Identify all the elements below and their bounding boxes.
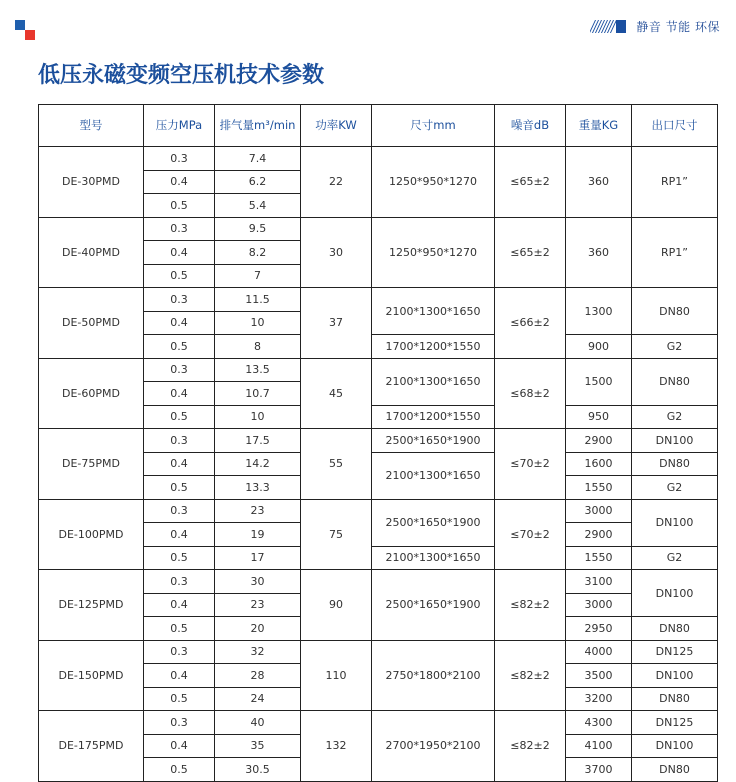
logo-blue-square — [15, 20, 25, 30]
flow-cell: 20 — [215, 617, 301, 641]
weight-cell: 4100 — [566, 734, 632, 758]
flow-cell: 17 — [215, 546, 301, 570]
outlet-cell: DN125 — [632, 640, 718, 664]
pressure-cell: 0.5 — [144, 546, 215, 570]
outlet-cell: DN80 — [632, 288, 718, 335]
model-cell: DE-100PMD — [39, 499, 144, 570]
pressure-cell: 0.4 — [144, 593, 215, 617]
size-cell: 2500*1650*1900 — [372, 499, 495, 546]
outlet-cell: G2 — [632, 405, 718, 429]
pressure-cell: 0.3 — [144, 711, 215, 735]
size-cell: 2500*1650*1900 — [372, 570, 495, 641]
pressure-cell: 0.4 — [144, 664, 215, 688]
noise-cell: ≤82±2 — [495, 711, 566, 782]
size-cell: 2100*1300*1650 — [372, 546, 495, 570]
table-row — [39, 147, 718, 171]
weight-cell: 2900 — [566, 429, 632, 453]
size-cell: 1700*1200*1550 — [372, 405, 495, 429]
header-flow: 排气量m³/min — [215, 105, 301, 147]
pressure-cell: 0.5 — [144, 617, 215, 641]
flow-cell: 28 — [215, 664, 301, 688]
table-row — [39, 217, 718, 241]
model-cell: DE-30PMD — [39, 147, 144, 218]
size-cell: 1250*950*1270 — [372, 147, 495, 218]
power-cell: 45 — [301, 358, 372, 429]
size-cell: 2100*1300*1650 — [372, 358, 495, 405]
pressure-cell: 0.3 — [144, 429, 215, 453]
model-cell: DE-125PMD — [39, 570, 144, 641]
flow-cell: 23 — [215, 593, 301, 617]
pressure-cell: 0.5 — [144, 264, 215, 288]
spec-table-body — [39, 147, 718, 782]
power-cell: 90 — [301, 570, 372, 641]
power-cell: 110 — [301, 640, 372, 711]
table-row — [39, 640, 718, 664]
pressure-cell: 0.5 — [144, 476, 215, 500]
weight-cell: 950 — [566, 405, 632, 429]
power-cell: 22 — [301, 147, 372, 218]
size-cell: 1700*1200*1550 — [372, 335, 495, 359]
outlet-cell: DN100 — [632, 570, 718, 617]
noise-cell: ≤66±2 — [495, 288, 566, 359]
table-row — [39, 429, 718, 453]
noise-cell: ≤70±2 — [495, 429, 566, 500]
pressure-cell: 0.4 — [144, 311, 215, 335]
flow-cell: 35 — [215, 734, 301, 758]
power-cell: 132 — [301, 711, 372, 782]
size-cell: 2700*1950*2100 — [372, 711, 495, 782]
flow-cell: 10.7 — [215, 382, 301, 406]
outlet-cell: DN80 — [632, 452, 718, 476]
pressure-cell: 0.5 — [144, 687, 215, 711]
model-cell: DE-75PMD — [39, 429, 144, 500]
weight-cell: 3100 — [566, 570, 632, 594]
size-cell: 2100*1300*1650 — [372, 452, 495, 499]
flow-cell: 32 — [215, 640, 301, 664]
model-cell: DE-50PMD — [39, 288, 144, 359]
weight-cell: 1500 — [566, 358, 632, 405]
pressure-cell: 0.5 — [144, 758, 215, 782]
noise-cell: ≤65±2 — [495, 147, 566, 218]
flow-cell: 10 — [215, 311, 301, 335]
header-outlet: 出口尺寸 — [632, 105, 718, 147]
pressure-cell: 0.3 — [144, 217, 215, 241]
flow-cell: 40 — [215, 711, 301, 735]
outlet-cell: G2 — [632, 476, 718, 500]
noise-cell: ≤82±2 — [495, 570, 566, 641]
noise-cell: ≤68±2 — [495, 358, 566, 429]
pressure-cell: 0.3 — [144, 570, 215, 594]
table-row — [39, 499, 718, 523]
model-cell: DE-40PMD — [39, 217, 144, 288]
size-cell: 2500*1650*1900 — [372, 429, 495, 453]
outlet-cell: DN100 — [632, 499, 718, 546]
pressure-cell: 0.3 — [144, 147, 215, 171]
outlet-cell: DN80 — [632, 687, 718, 711]
outlet-cell: DN80 — [632, 758, 718, 782]
flow-cell: 30.5 — [215, 758, 301, 782]
flow-cell: 8 — [215, 335, 301, 359]
size-cell: 1250*950*1270 — [372, 217, 495, 288]
flow-cell: 6.2 — [215, 170, 301, 194]
stripes-icon — [590, 20, 626, 33]
flow-cell: 13.3 — [215, 476, 301, 500]
flow-cell: 9.5 — [215, 217, 301, 241]
pressure-cell: 0.5 — [144, 194, 215, 218]
pressure-cell: 0.4 — [144, 452, 215, 476]
pressure-cell: 0.5 — [144, 335, 215, 359]
table-row — [39, 570, 718, 594]
pressure-cell: 0.5 — [144, 405, 215, 429]
weight-cell: 3000 — [566, 499, 632, 523]
header-power: 功率KW — [301, 105, 372, 147]
pressure-cell: 0.3 — [144, 640, 215, 664]
weight-cell: 4300 — [566, 711, 632, 735]
flow-cell: 7 — [215, 264, 301, 288]
noise-cell: ≤82±2 — [495, 640, 566, 711]
outlet-cell: DN100 — [632, 734, 718, 758]
flow-cell: 5.4 — [215, 194, 301, 218]
company-logo — [15, 20, 37, 42]
power-cell: 55 — [301, 429, 372, 500]
header-noise: 噪音dB — [495, 105, 566, 147]
flow-cell: 10 — [215, 405, 301, 429]
brand-header — [590, 18, 720, 35]
power-cell: 37 — [301, 288, 372, 359]
weight-cell: 1600 — [566, 452, 632, 476]
outlet-cell: DN125 — [632, 711, 718, 735]
weight-cell: 2900 — [566, 523, 632, 547]
table-row — [39, 711, 718, 735]
weight-cell: 3200 — [566, 687, 632, 711]
model-cell: DE-150PMD — [39, 640, 144, 711]
weight-cell: 360 — [566, 147, 632, 218]
outlet-cell: DN100 — [632, 429, 718, 453]
header-pressure: 压力MPa — [144, 105, 215, 147]
weight-cell: 3000 — [566, 593, 632, 617]
flow-cell: 19 — [215, 523, 301, 547]
slogan: 静音 节能 环保 — [636, 20, 720, 34]
weight-cell: 2950 — [566, 617, 632, 641]
weight-cell: 900 — [566, 335, 632, 359]
weight-cell: 3700 — [566, 758, 632, 782]
weight-cell: 1550 — [566, 476, 632, 500]
page-title: 低压永磁变频空压机技术参数 — [38, 63, 325, 88]
flow-cell: 23 — [215, 499, 301, 523]
pressure-cell: 0.4 — [144, 523, 215, 547]
pressure-cell: 0.3 — [144, 358, 215, 382]
header-model: 型号 — [39, 105, 144, 147]
flow-cell: 11.5 — [215, 288, 301, 312]
outlet-cell: DN100 — [632, 664, 718, 688]
noise-cell: ≤65±2 — [495, 217, 566, 288]
outlet-cell: DN80 — [632, 617, 718, 641]
flow-cell: 8.2 — [215, 241, 301, 265]
weight-cell: 1300 — [566, 288, 632, 335]
weight-cell: 3500 — [566, 664, 632, 688]
outlet-cell: RP1” — [632, 147, 718, 218]
table-row — [39, 288, 718, 312]
flow-cell: 7.4 — [215, 147, 301, 171]
power-cell: 75 — [301, 499, 372, 570]
pressure-cell: 0.4 — [144, 382, 215, 406]
pressure-cell: 0.3 — [144, 288, 215, 312]
size-cell: 2750*1800*2100 — [372, 640, 495, 711]
table-row — [39, 358, 718, 382]
table-header-row — [39, 105, 718, 147]
model-cell: DE-175PMD — [39, 711, 144, 782]
pressure-cell: 0.3 — [144, 499, 215, 523]
outlet-cell: RP1” — [632, 217, 718, 288]
pressure-cell: 0.4 — [144, 734, 215, 758]
pressure-cell: 0.4 — [144, 170, 215, 194]
outlet-cell: DN80 — [632, 358, 718, 405]
outlet-cell: G2 — [632, 546, 718, 570]
model-cell: DE-60PMD — [39, 358, 144, 429]
header-weight: 重量KG — [566, 105, 632, 147]
flow-cell: 17.5 — [215, 429, 301, 453]
logo-red-square — [25, 30, 35, 40]
weight-cell: 4000 — [566, 640, 632, 664]
pressure-cell: 0.4 — [144, 241, 215, 265]
flow-cell: 24 — [215, 687, 301, 711]
weight-cell: 360 — [566, 217, 632, 288]
weight-cell: 1550 — [566, 546, 632, 570]
power-cell: 30 — [301, 217, 372, 288]
header-size: 尺寸mm — [372, 105, 495, 147]
size-cell: 2100*1300*1650 — [372, 288, 495, 335]
outlet-cell: G2 — [632, 335, 718, 359]
spec-table — [38, 104, 718, 782]
flow-cell: 30 — [215, 570, 301, 594]
flow-cell: 14.2 — [215, 452, 301, 476]
flow-cell: 13.5 — [215, 358, 301, 382]
noise-cell: ≤70±2 — [495, 499, 566, 570]
